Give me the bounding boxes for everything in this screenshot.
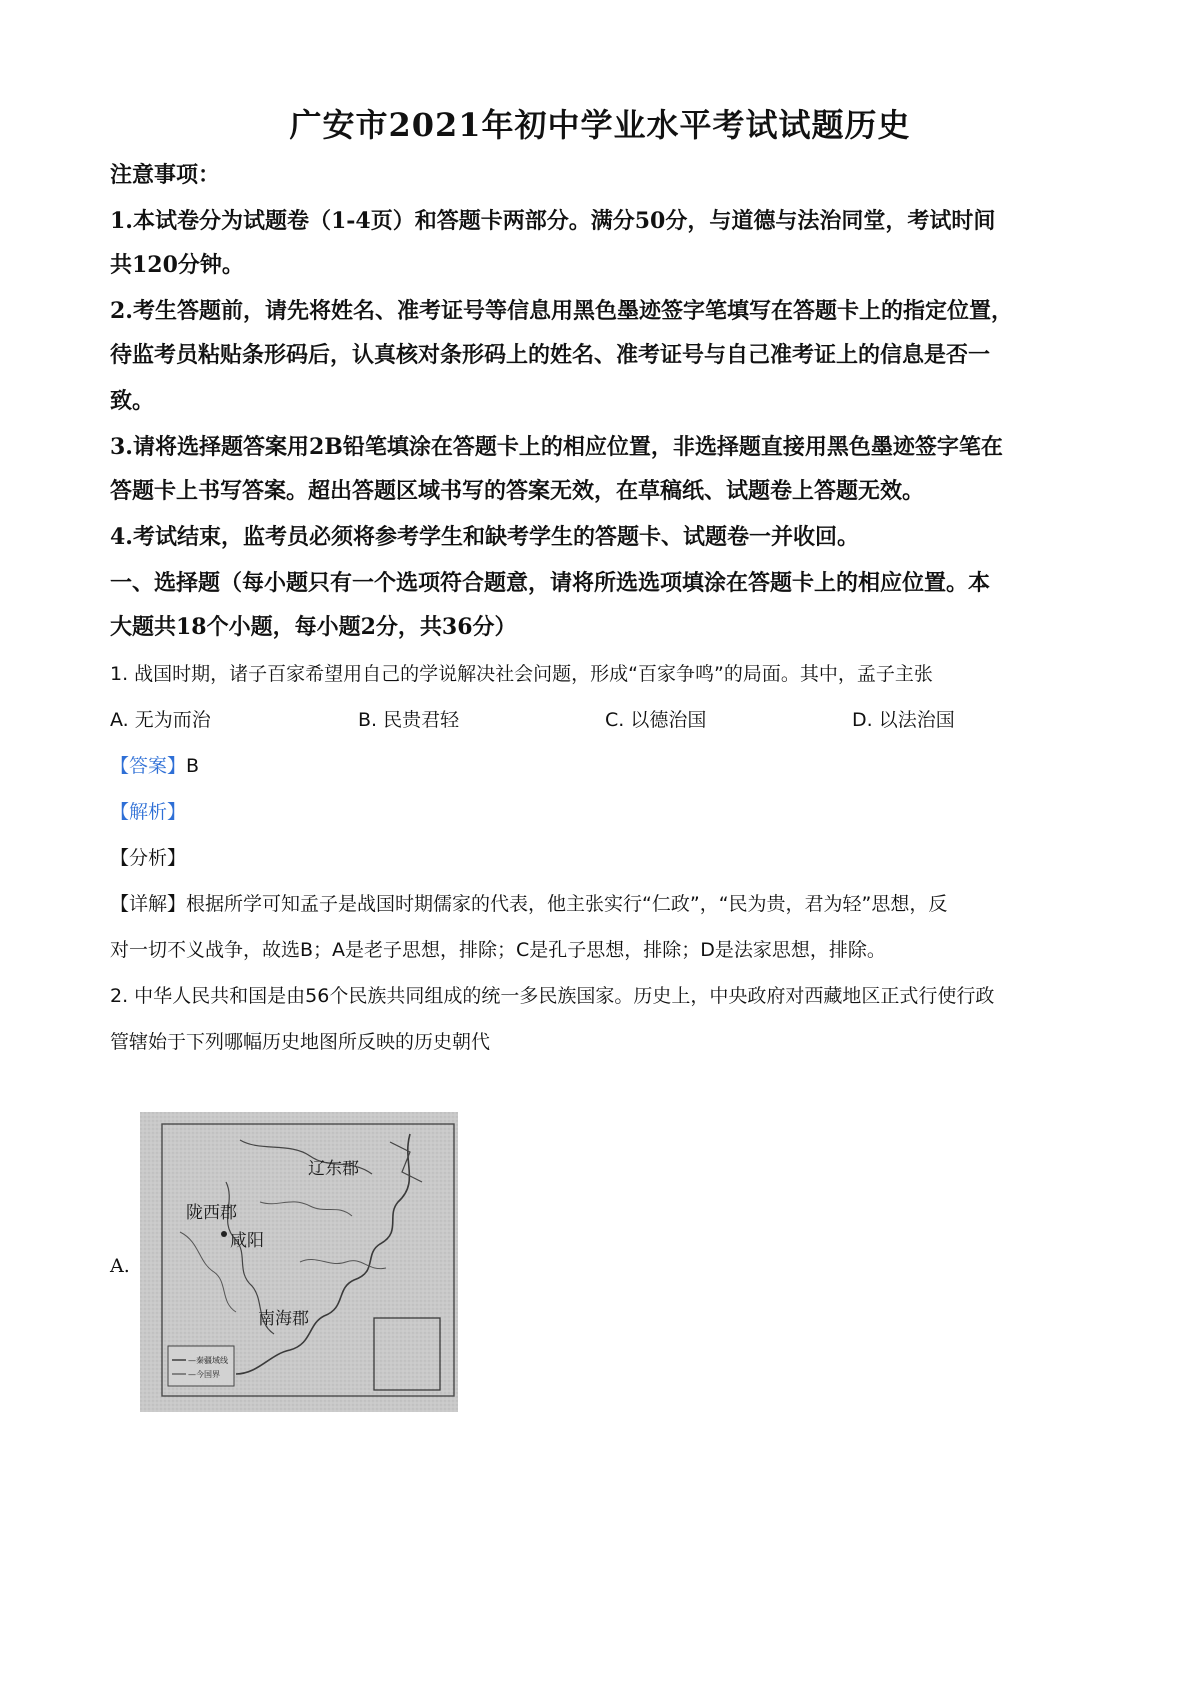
map-label-xianyang: 咸阳 — [230, 1231, 264, 1251]
notice-heading: 注意事项： — [110, 162, 221, 188]
q1-option-a: A. 无为而治 — [110, 709, 211, 731]
notice-item-1-line-2: 共120分钟。 — [110, 252, 244, 278]
q2-stem-line-1: 2. 中华人民共和国是由56个民族共同组成的统一多民族国家。历史上，中央政府对西藏地区正式行使行政 — [110, 985, 995, 1007]
map-image — [140, 1112, 458, 1412]
q2-stem-line-2: 管辖始于下列哪幅历史地图所反映的历史朝代 — [110, 1031, 491, 1053]
q1-stem: 1. 战国时期，诸子百家希望用自己的学说解决社会问题，形成“百家争鸣”的局面。其中，孟子主张 — [110, 663, 933, 685]
q2-option-a-label: A. — [110, 1255, 130, 1277]
q1-option-b: B. 民贵君轻 — [358, 709, 460, 731]
q1-detail-line-2: 对一切不义战争，故选B；A是老子思想，排除；C是孔子思想，排除；D是法家思想，排除。 — [110, 939, 886, 961]
q1-detail-line-1: 【详解】根据所学可知孟子是战国时期儒家的代表，他主张实行“仁政”，“民为贵，君为轻”思想，反 — [110, 893, 948, 915]
notice-item-2-line-1: 2.考生答题前，请先将姓名、准考证号等信息用黑色墨迹签字笔填写在答题卡上的指定位置， — [110, 298, 1013, 324]
page-title: 广安市2021年初中学业水平考试试题历史 — [289, 106, 911, 144]
q1-answer — [110, 752, 199, 780]
notice-item-1-line-1: 1.本试卷分为试题卷（1-4页）和答题卡两部分。满分50分，与道德与法治同堂，考试时间 — [110, 208, 996, 234]
notice-item-3-line-2: 答题卡上书写答案。超出答题区域书写的答案无效，在草稿纸、试题卷上答题无效。 — [110, 478, 925, 504]
map-legend-1: —秦疆域线 — [188, 1356, 228, 1365]
answer-tag: 【答案】 — [110, 755, 187, 777]
map-label-liaodong: 辽东郡 — [308, 1159, 359, 1179]
map-label-longxi: 陇西郡 — [186, 1203, 237, 1223]
notice-item-2-line-3: 致。 — [110, 388, 155, 414]
map-legend-2: —今国界 — [188, 1370, 220, 1379]
q1-option-d: D. 以法治国 — [852, 709, 955, 731]
q1-fenxi-tag: 【分析】 — [110, 847, 187, 869]
notice-item-3-line-1: 3.请将选择题答案用2B铅笔填涂在答题卡上的相应位置，非选择题直接用黑色墨迹签字笔在 — [110, 434, 1003, 460]
q1-option-c: C. 以德治国 — [605, 709, 707, 731]
answer-value: B — [186, 755, 200, 777]
notice-item-2-line-2: 待监考员粘贴条形码后，认真核对条形码上的姓名、准考证号与自己准考证上的信息是否一 — [110, 342, 991, 368]
q1-analysis-tag: 【解析】 — [110, 801, 187, 823]
section-heading-line-1: 一、选择题（每小题只有一个选项符合题意，请将所选选项填涂在答题卡上的相应位置。本 — [110, 570, 991, 596]
section-heading-line-2: 大题共18个小题，每小题2分，共36分） — [110, 614, 517, 640]
map-label-nanhai: 南海郡 — [258, 1309, 309, 1329]
notice-item-4: 4.考试结束，监考员必须将参考学生和缺考学生的答题卡、试题卷一并收回。 — [110, 524, 859, 550]
qin-dynasty-map — [140, 1112, 458, 1412]
